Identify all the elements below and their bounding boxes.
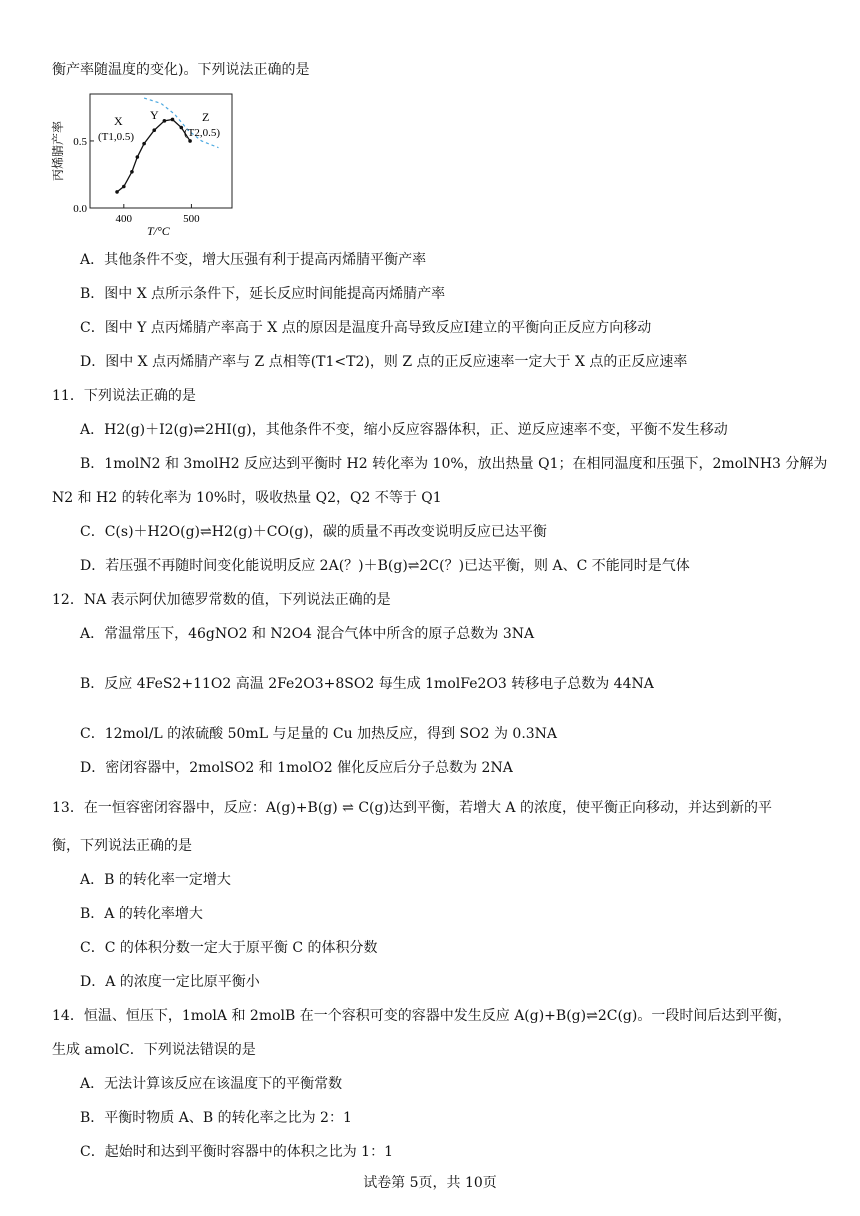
x-tick-label: 500 [183, 213, 200, 225]
q10-option-c: C．图中 Y 点丙烯腈产率高于 X 点的原因是温度升高导致反应Ⅰ建立的平衡向正反应方向移动 [80, 320, 652, 336]
q14-option-b: B．平衡时物质 A、B 的转化率之比为 2：1 [80, 1110, 352, 1126]
q14-stem-line2: 生成 amolC．下列说法错误的是 [52, 1042, 256, 1058]
y-tick-label: 0.5 [73, 135, 87, 148]
q12-option-d: D．密闭容器中，2molSO2 和 1molO2 催化反应后分子总数为 2NA [80, 760, 513, 776]
data-point [171, 118, 175, 122]
q10-option-b: B．图中 X 点所示条件下，延长反应时间能提高丙烯腈产率 [80, 286, 446, 302]
q14-stem-line1: 14．恒温、恒压下，1molA 和 2molB 在一个容积可变的容器中发生反应 A(g)+B(g)⇌2C(g)。一段时间后达到平衡， [52, 1008, 792, 1024]
label-x: X [114, 114, 123, 128]
acrylonitrile-yield-chart [48, 88, 248, 238]
q13-option-a: A．B 的转化率一定增大 [80, 872, 231, 888]
page-footer: 试卷第 5页，共 10页 [363, 1175, 497, 1191]
data-point [163, 119, 167, 123]
q12-option-c: C．12mol/L 的浓硫酸 50mL 与足量的 Cu 加热反应，得到 SO2 为 0.3NA [80, 726, 558, 742]
q12-stem: 12．NA 表示阿伏加德罗常数的值，下列说法正确的是 [52, 592, 391, 608]
data-point [136, 155, 140, 159]
x-tick-label: 400 [115, 213, 133, 225]
q13-option-b: B．A 的转化率增大 [80, 906, 203, 922]
data-point [122, 185, 126, 189]
chart-frame [90, 94, 232, 208]
q11-option-a: A．H2(g)＋I2(g)⇌2HI(g)，其他条件不变，缩小反应容器体积，正、逆反应速率不变，平衡不发生移动 [80, 422, 728, 438]
label-z: Z [202, 110, 210, 124]
data-point [115, 190, 119, 194]
q14-option-c: C．起始时和达到平衡时容器中的体积之比为 1：1 [80, 1144, 393, 1160]
q11-option-d: D．若压强不再随时间变化能说明反应 2A(？)＋B(g)⇌2C(？)已达平衡，则 A、C 不能同时是气体 [80, 558, 690, 574]
label-z-point: (T2,0.5) [184, 127, 221, 139]
y-tick-label: 0.0 [73, 203, 87, 215]
q11-option-c: C．C(s)＋H2O(g)⇌H2(g)＋CO(g)，碳的质量不再改变说明反应已达平衡 [80, 524, 547, 540]
q11-option-b-line2: N2 和 H2 的转化率为 10%时，吸收热量 Q2，Q2 不等于 Q1 [52, 490, 442, 506]
y-axis-label: 丙烯腈产率 [51, 120, 65, 182]
data-point [179, 126, 183, 130]
data-point [152, 128, 156, 132]
data-point [142, 142, 146, 146]
data-point [188, 139, 192, 143]
q12-option-b: B．反应 4FeS2+11O2 高温 2Fe2O3+8SO2 每生成 1molFe2O3 转移电子总数为 44NA [80, 676, 654, 692]
q10-option-d: D．图中 X 点丙烯腈产率与 Z 点相等(T1<T2)，则 Z 点的正反应速率一定大于 X 点的正反应速率 [80, 354, 688, 370]
q13-stem-line2: 衡，下列说法正确的是 [52, 838, 192, 854]
q10-option-a: A．其他条件不变，增大压强有利于提高丙烯腈平衡产率 [80, 252, 427, 268]
q11-option-b-line1: B．1molN2 和 3molH2 反应达到平衡时 H2 转化率为 10%，放出热量 Q1；在相同温度和压强下，2molNH3 分解为 [80, 456, 828, 472]
label-x-point: (T1,0.5) [98, 131, 135, 143]
q12-option-a: A．常温常压下，46gNO2 和 N2O4 混合气体中所含的原子总数为 3NA [80, 626, 535, 642]
q13-option-d: D．A 的浓度一定比原平衡小 [80, 974, 260, 990]
label-y: Y [150, 108, 159, 122]
question-intro-text: 衡产率随温度的变化)。下列说法正确的是 [52, 62, 310, 78]
q13-stem-line1: 13．在一恒容密闭容器中，反应：A(g)+B(g) ⇌ C(g)达到平衡，若增大 A 的浓度，使平衡正向移动，并达到新的平 [52, 800, 772, 816]
q13-option-c: C．C 的体积分数一定大于原平衡 C 的体积分数 [80, 940, 378, 956]
data-point [130, 170, 134, 174]
q11-stem: 11．下列说法正确的是 [52, 388, 196, 404]
x-axis-label: T/°C [147, 224, 170, 238]
q14-option-a: A．无法计算该反应在该温度下的平衡常数 [80, 1076, 343, 1092]
